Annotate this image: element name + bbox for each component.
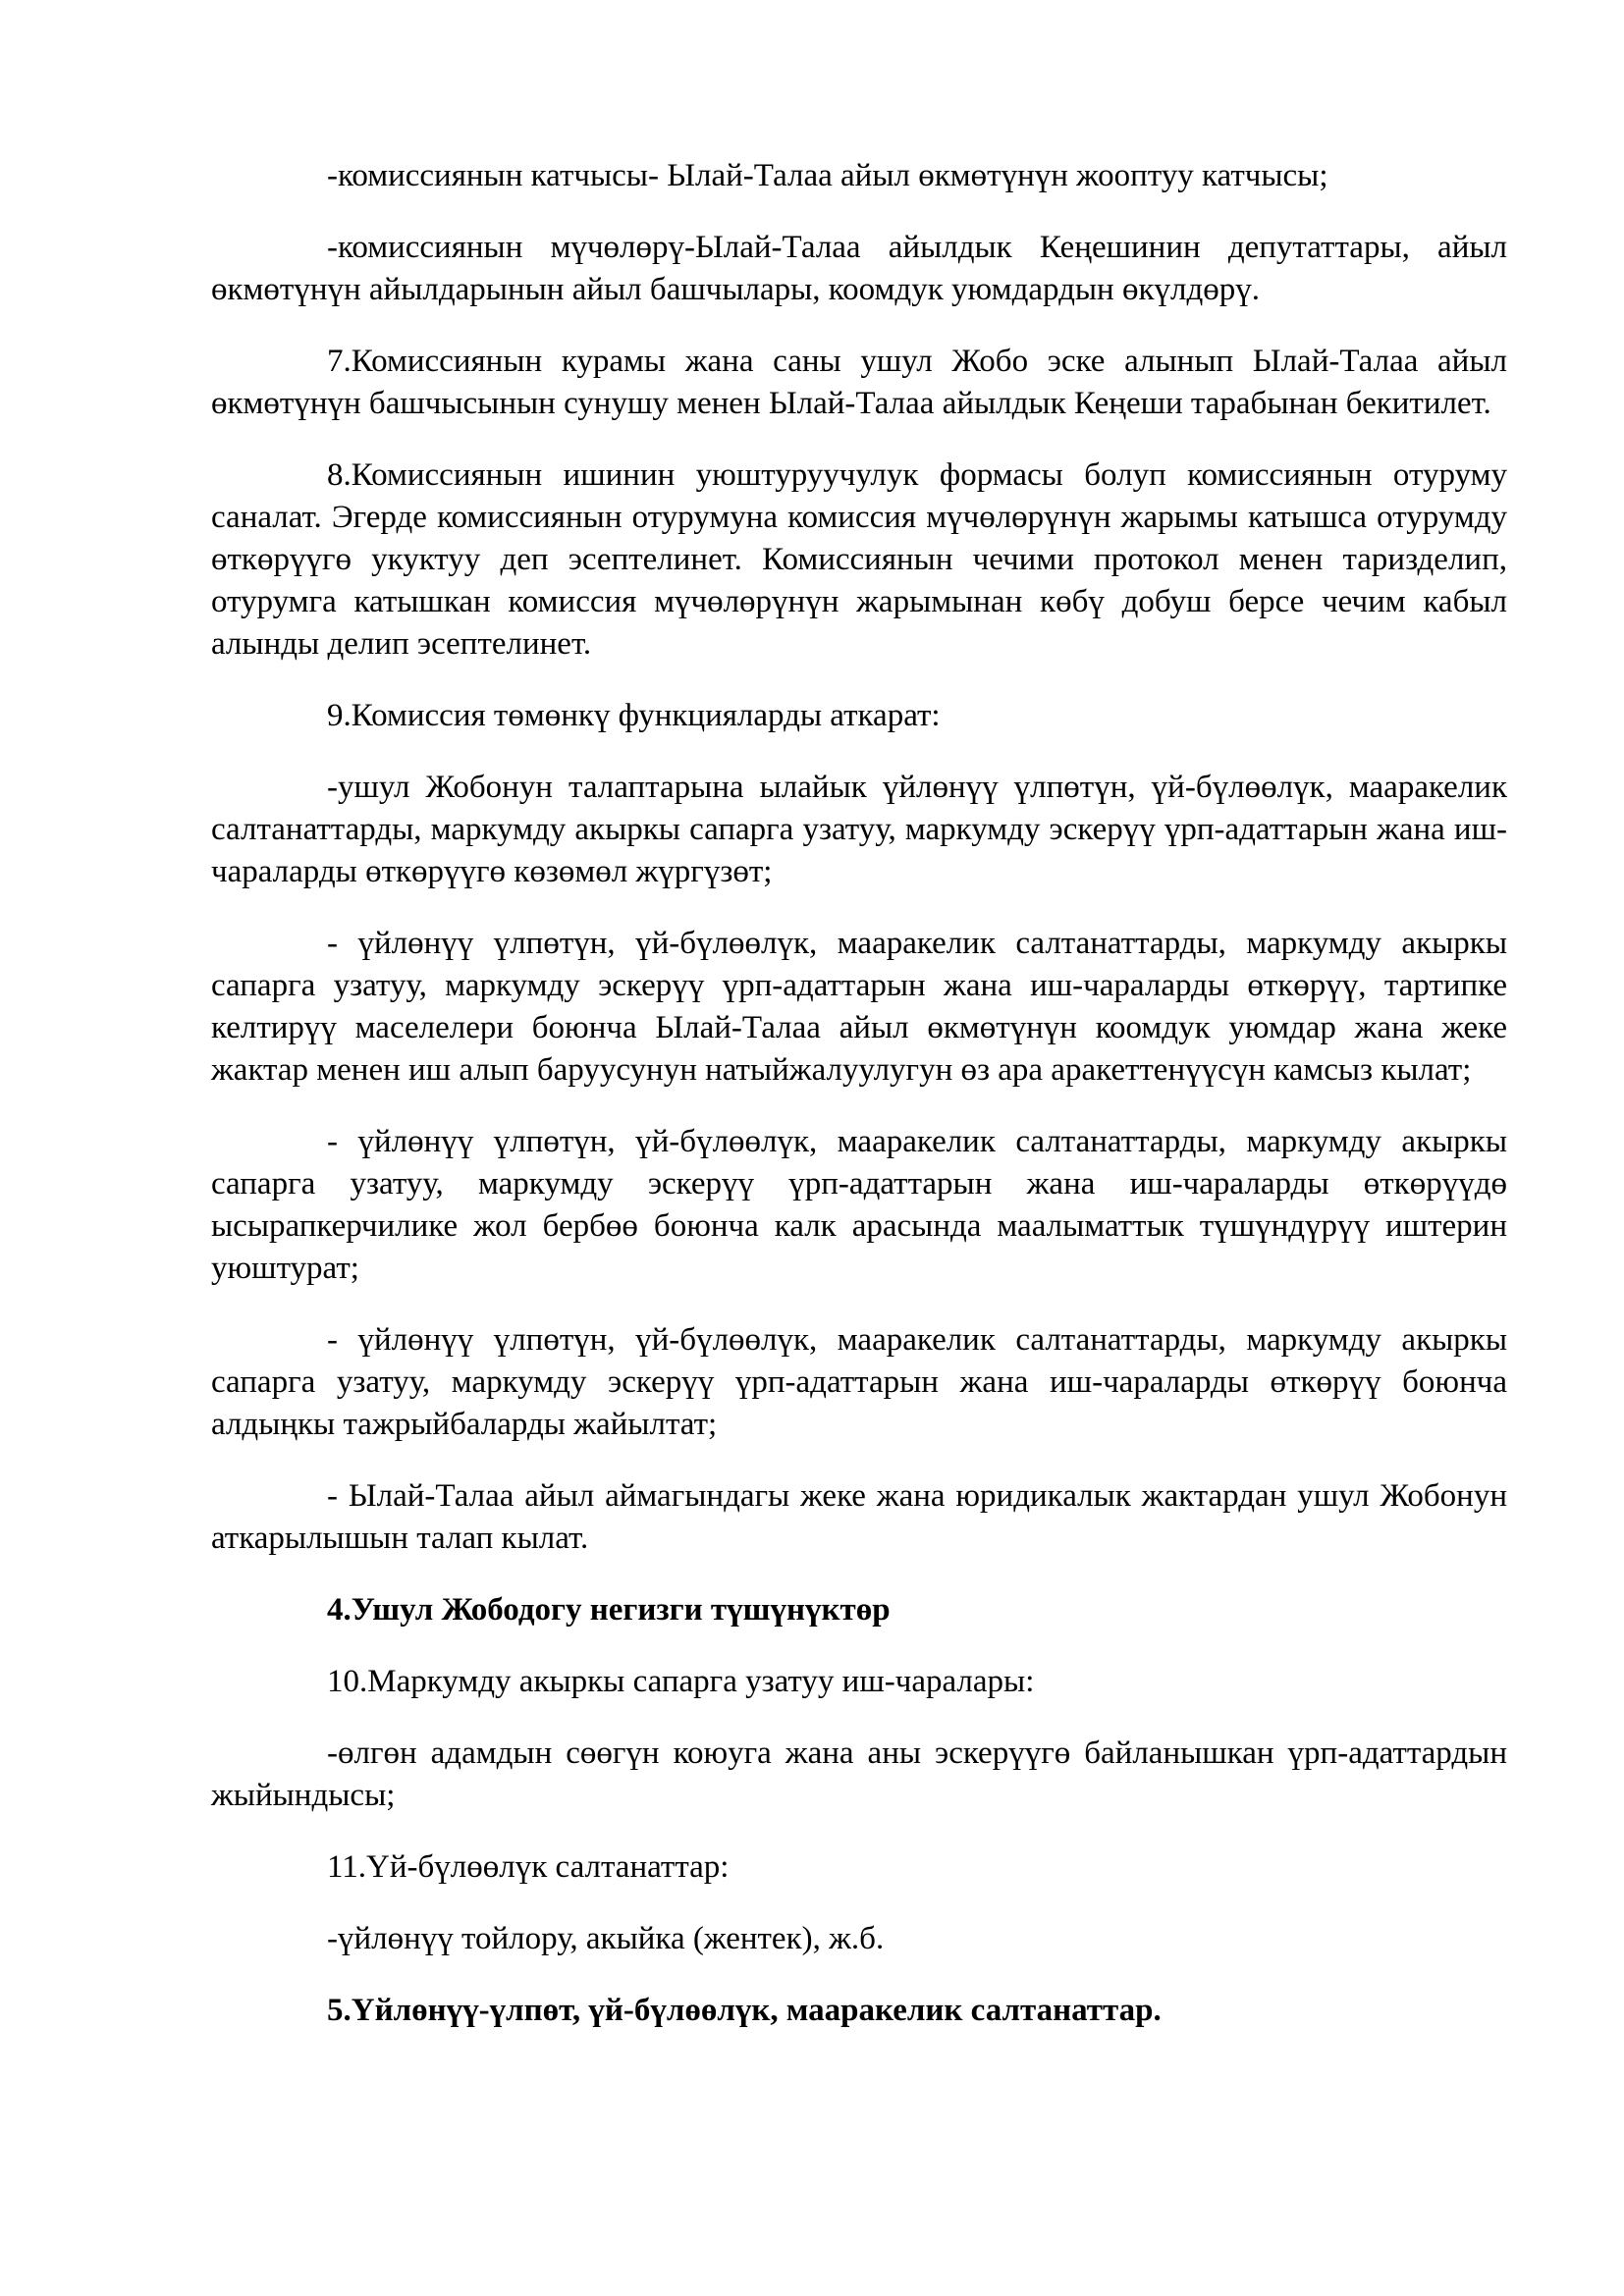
paragraph: 11.Үй-бүлөөлүк салтанаттар: [327,1849,730,1885]
paragraph: 9.Комиссия төмөнкү функцияларды аткарат: [327,698,941,733]
paragraph: -үйлөнүү тойлору, акыйка (жентек), ж.б. [327,1921,885,1956]
paragraph: 7.Комиссиянын курамы жана саны ушул Жобо эске алынып Ылай-Талаа айыл өкмөтүнүн башчысынын сунушу менен Ылай-Талаа айылдык Кеңеши тарабынан бекитилет. [211,344,1507,421]
paragraph: -комиссиянын мүчөлөрү-Ылай-Талаа айылдык Кеңешинин депутаттары, айыл өкмөтүнүн айылдарынын айыл башчылары, коомдук уюмдардын өкүлдөрү. [211,230,1507,307]
paragraph: - үйлөнүү үлпөтүн, үй-бүлөөлүк, мааракелик салтанаттарды, маркумду акыркы сапарга узатуу, маркумду эскерүү үрп-адаттарын жана иш-чараларды өткөрүү боюнча алдыңкы тажрыйбаларды жайылтат; [211,1322,1507,1442]
paragraph: - үйлөнүү үлпөтүн, үй-бүлөөлүк, мааракелик салтанаттарды, маркумду акыркы сапарга узатуу, маркумду эскерүү үрп-адаттарын жана иш-чараларды өткөрүүдө ысырапкерчилике жол бербөө боюнча калк арасында маалыматтык түшүндүрүү иштерин уюштурат; [211,1124,1507,1286]
paragraph: 10.Маркумду акыркы сапарга узатуу иш-чаралары: [327,1664,1035,1699]
paragraph: -ушул Жобонун талаптарына ылайык үйлөнүү үлпөтүн, үй-бүлөөлүк, мааракелик салтанаттарды, маркумду акыркы сапарга узатуу, маркумду эскерүү үрп-адаттарын жана иш-чараларды өткөрүүгө көзөмөл жүргүзөт; [211,770,1507,889]
paragraph: - Ылай-Талаа айыл аймагындагы жеке жана юридикалык жактардан ушул Жобонун аткарылышын талап кылат. [211,1478,1507,1556]
paragraph: - үйлөнүү үлпөтүн, үй-бүлөөлүк, мааракелик салтанаттарды, маркумду акыркы сапарга узатуу, маркумду эскерүү үрп-адаттарын жана иш-чараларды өткөрүү, тартипке келтирүү маселелери боюнча Ылай-Талаа айыл өкмөтүнүн коомдук уюмдар жана жеке жактар менен иш алып баруусунун натыйжалуулугун өз ара аракеттенүүсүн камсыз кылат; [211,926,1507,1088]
paragraph: -өлгөн адамдын сөөгүн коюуга жана аны эскерүүгө байланышкан үрп-адаттардын жыйындысы; [211,1735,1507,1813]
paragraph: -комиссиянын катчысы- Ылай-Талаа айыл өкмөтүнүн жооптуу катчысы; [327,158,1328,193]
paragraph: 8.Комиссиянын ишинин уюштуруучулук формасы болуп комиссиянын отуруму саналат. Эгерде комиссиянын отурумуна комиссия мүчөлөрүнүн жарымы катышса отурумду өткөрүүгө укуктуу деп эсептелинет. Комиссиянын чечими протокол менен таризделип, отурумга катышкан комиссия мүчөлөрүнүн жарымынан көбү добуш берсе чечим кабыл алынды делип эсептелинет. [211,457,1507,662]
section-heading: 5.Үйлөнүү-үлпөт, үй-бүлөөлүк, мааракелик салтанаттар. [327,1993,1162,2028]
document-body [211,155,1507,2061]
section-heading: 4.Ушул Жободогу негизги түшүнүктөр [327,1592,891,1628]
